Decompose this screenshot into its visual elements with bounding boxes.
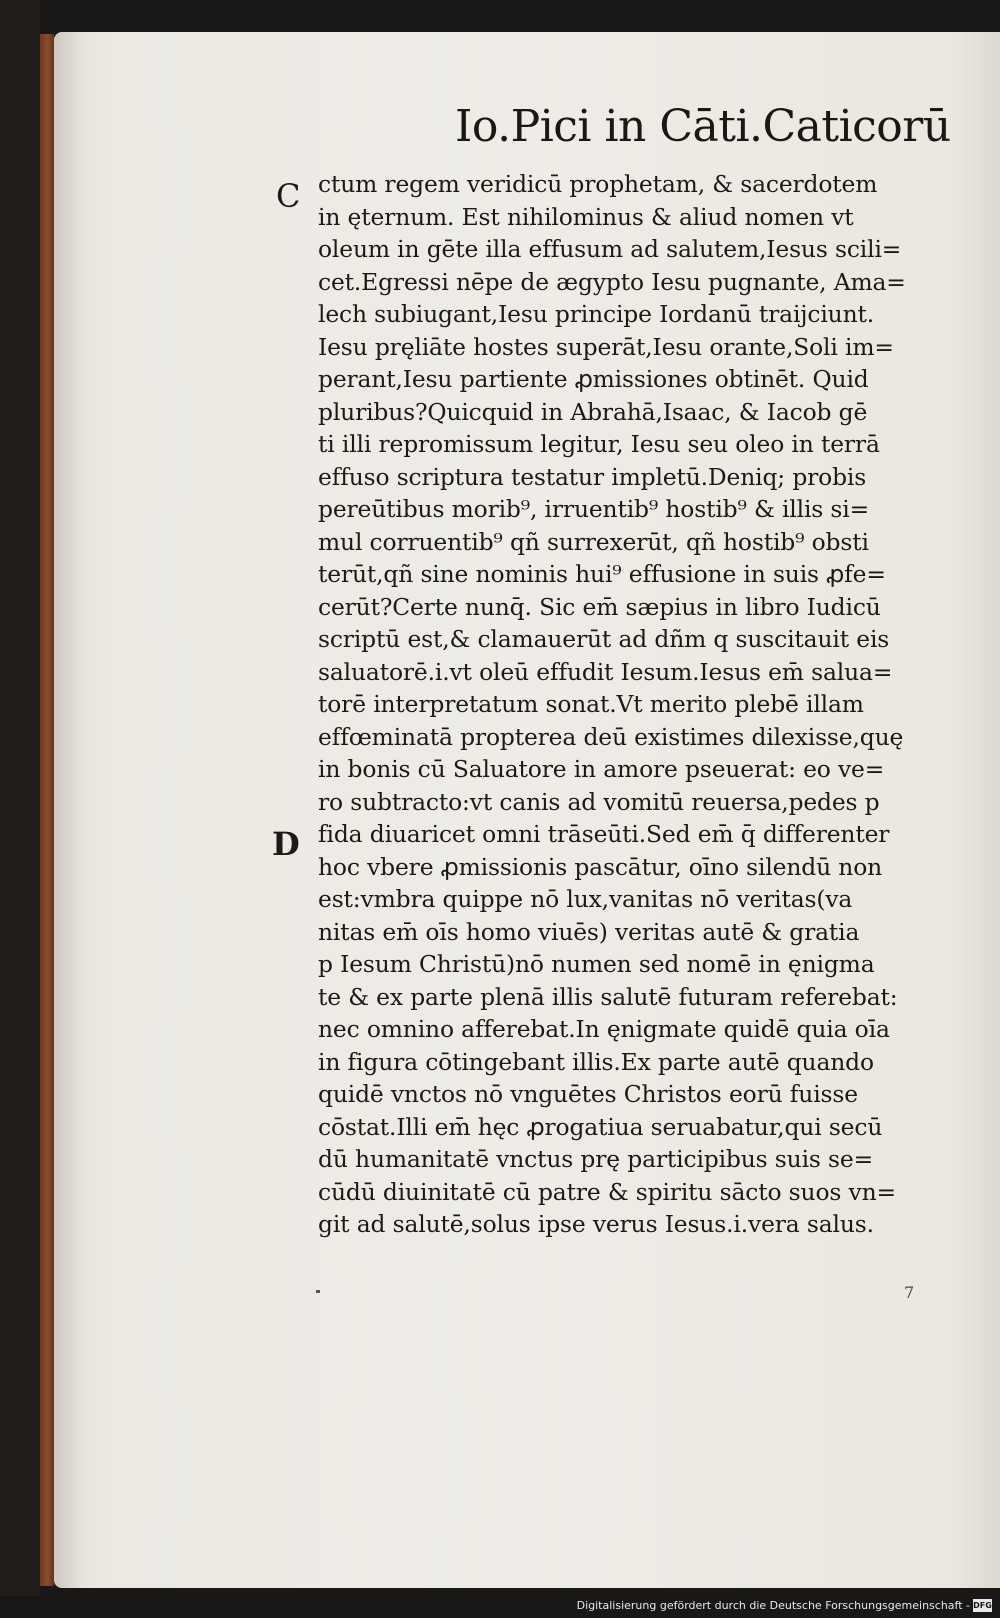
text-line: p Iesum Christū)nō numen sed nomē in ęnigma xyxy=(318,950,875,978)
text-line: ro subtracto:vt canis ad vomitū reuersa,pedes p xyxy=(318,787,880,816)
text-line: in ęternum. Est nihilominus & aliud nomen vt xyxy=(318,202,854,231)
text-line: pluribus?Quicquid in Abrahā,Isaac, & Iacob gē xyxy=(318,397,868,426)
marginal-letter-c: C xyxy=(276,177,301,215)
text-line: cerūt?Certe nunq̄. Sic em̄ sæpius in libro Iudicū xyxy=(318,592,881,621)
text-line: saluatorē.i.vt oleū effudit Iesum.Iesus em̄ salua= xyxy=(318,657,893,686)
text-line: ctum regem veridicū prophetam, & sacerdotem xyxy=(318,170,878,198)
text-line: oleum in gēte illa effusum ad salutem,Iesus scili= xyxy=(318,235,902,263)
scan-frame-left xyxy=(0,0,40,1618)
text-line: nec omnino afferebat.In ęnigmate quidē quia oīa xyxy=(318,1015,890,1043)
text-line: est:vmbra quippe nō lux,vanitas nō veritas(va xyxy=(318,885,853,913)
text-line: torē interpretatum sonat.Vt merito plebē illam xyxy=(318,690,864,718)
text-line: cūdū diuinitatē cū patre & spiritu sācto suos vn= xyxy=(318,1177,896,1206)
text-line: Iesu pręliāte hostes superāt,Iesu orante,Soli im= xyxy=(318,332,894,361)
dfg-logo-icon: DFG xyxy=(973,1601,992,1610)
text-line: dū humanitatē vnctus prę participibus suis se= xyxy=(318,1145,874,1173)
text-line: effœminatā propterea deū existimes dilexisse,quę xyxy=(318,722,904,751)
folio-mark: 7 xyxy=(904,1283,915,1302)
running-head: Io.Pici in Cāti.Caticorū xyxy=(455,101,951,152)
text-line: pereūtibus morib⁹, irruentib⁹ hostib⁹ & illis si= xyxy=(318,495,870,523)
text-line: in bonis cū Saluatore in amore pseuerat: eo ve= xyxy=(318,755,885,783)
text-line: lech subiugant,Iesu principe Iordanū traijciunt. xyxy=(318,300,875,328)
text-line: cet.Egressi nēpe de ægypto Iesu pugnante, Ama= xyxy=(318,267,906,296)
text-line: git ad salutē,solus ipse verus Iesus.i.vera salus. xyxy=(318,1210,874,1238)
marginal-letter-d: D xyxy=(272,825,300,863)
text-line: effuso scriptura testatur impletū.Deniq; probis xyxy=(318,462,867,491)
text-line: scriptū est,& clamauerūt ad dñm q suscitauit eis xyxy=(318,625,890,653)
page-gutter-shadow xyxy=(54,32,84,1588)
text-line: quidē vnctos nō vnguētes Christos eorū fuisse xyxy=(318,1080,858,1108)
book-binding-edge xyxy=(40,34,54,1586)
text-line: terūt,qñ sine nominis hui⁹ effusione in suis ꝓfe= xyxy=(318,560,886,588)
text-line: perant,Iesu partiente ꝓmissiones obtinēt. Quid xyxy=(318,365,869,393)
text-line: ti illi repromissum legitur, Iesu seu oleo in terrā xyxy=(318,430,880,458)
body-text xyxy=(318,168,950,1241)
ink-mark xyxy=(316,1290,320,1293)
text-line: nitas em̄ oīs homo viuēs) veritas autē & gratia xyxy=(318,917,860,946)
text-line: te & ex parte plenā illis salutē futuram referebat: xyxy=(318,982,898,1011)
text-line: cōstat.Illi em̄ hęc ꝓrogatiua seruabatur,qui secū xyxy=(318,1112,883,1141)
footer-credit: Digitalisierung gefördert durch die Deutsche Forschungsgemeinschaft - xyxy=(576,1599,970,1612)
text-line: in figura cōtingebant illis.Ex parte autē quando xyxy=(318,1047,874,1076)
text-line: hoc vbere ꝓmissionis pascātur, oīno silendū non xyxy=(318,852,883,881)
text-line: mul corruentib⁹ qñ surrexerūt, qñ hostib⁹ obsti xyxy=(318,527,869,556)
text-line: fida diuaricet omni trāseūti.Sed em̄ q̄ differenter xyxy=(318,820,890,848)
